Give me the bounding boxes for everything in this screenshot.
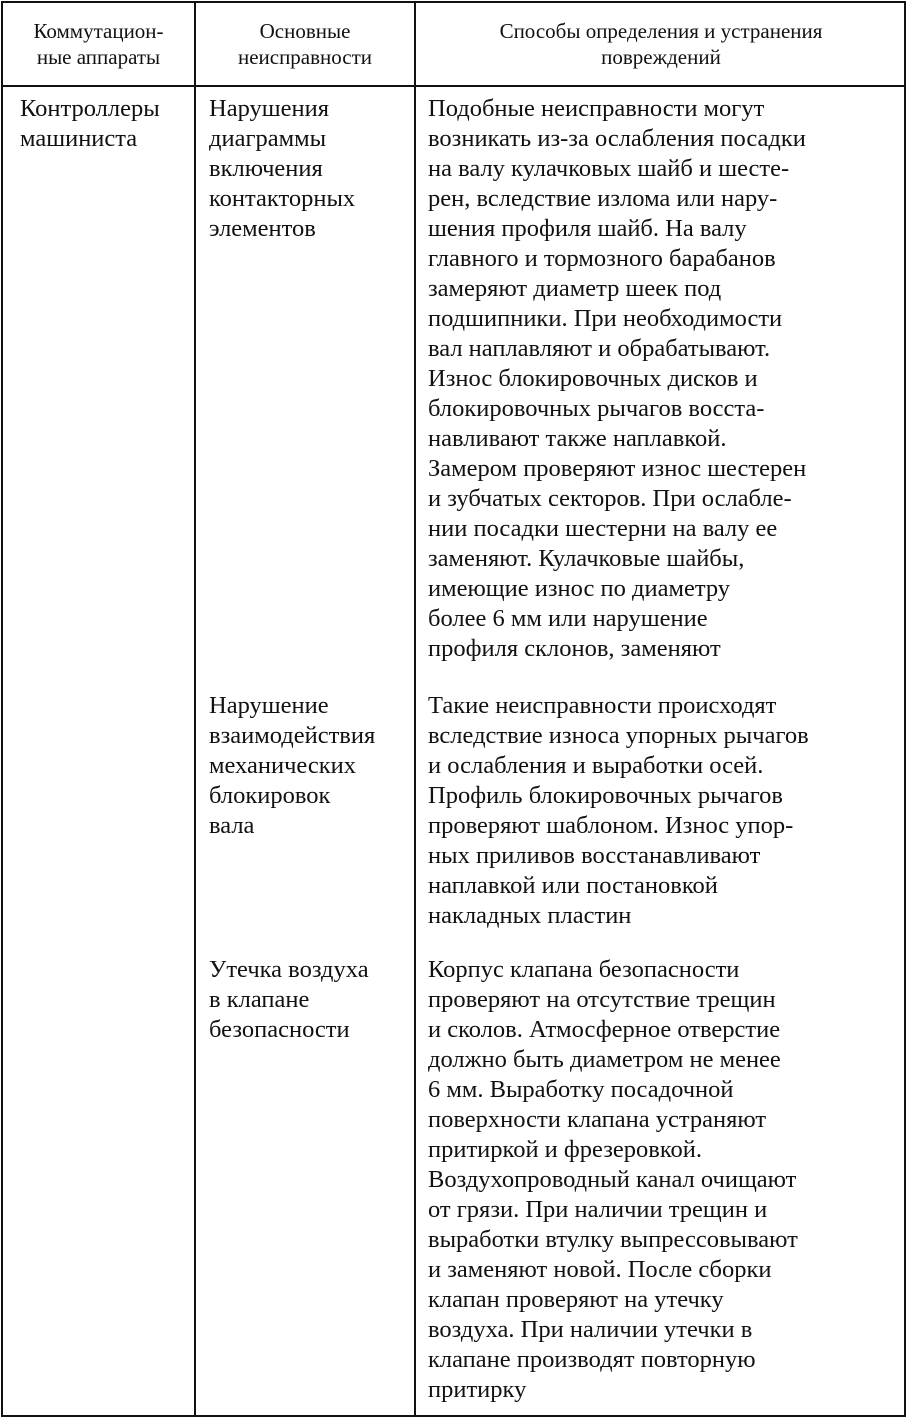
remedy-cell-1: Подобные неисправности могут возникать из-за ослабления посадки на валу кулачковых шайб и шесте- рен, вследствие излома или нару- шения профиля шайб. На валу главного и тормозного барабанов замеряют диаметр шеек под подшипники. При необходимости вал наплавляют и обрабатывают. Износ блокировочных дисков и блокировочных рычагов восста- навливают также наплавкой. Замером проверяют износ шестерен и зубчатых секторов. При ослабле- нии посадки шестерни на валу ее заменяют. Кулачковые шайбы, имеющие износ по диаметру более 6 мм или нарушение профиля склонов, заменяют (428, 95, 807, 662)
header-divider (3, 85, 904, 87)
apparatus-cell: Контроллеры машиниста (20, 95, 160, 152)
column-divider-1 (194, 3, 196, 1415)
remedy-cell-3: Корпус клапана безопасности проверяют на отсутствие трещин и сколов. Атмосферное отверстие должно быть диаметром не менее 6 мм. Выработку посадочной поверхности клапана устраняют притиркой и фрезеровкой. Воздухопроводный канал очищают от грязи. При наличии трещин и выработки втулку выпрессовывают и заменяют новой. После сборки клапан проверяют на утечку воздуха. При наличии утечки в клапане производят повторную притирку (428, 956, 798, 1403)
header-apparatus: Коммутацион- ные аппараты (33, 19, 164, 69)
remedy-cell-2: Такие неисправности происходят вследствие износа упорных рычагов и ослабления и выработки осей. Профиль блокировочных рычагов проверяют шаблоном. Износ упор- ных приливов восстанавливают наплавкой или постановкой накладных пластин (428, 692, 809, 929)
header-remedies: Способы определения и устранения повреждений (499, 19, 823, 69)
fault-cell-3: Утечка воздуха в клапане безопасности (209, 956, 369, 1043)
column-divider-2 (414, 3, 416, 1415)
fault-cell-1: Нарушения диаграммы включения контакторных элементов (209, 95, 356, 242)
fault-cell-2: Нарушение взаимодействия механических блокировок вала (209, 692, 376, 839)
header-faults: Основные неисправности (237, 19, 373, 69)
fault-table (1, 1, 906, 1417)
